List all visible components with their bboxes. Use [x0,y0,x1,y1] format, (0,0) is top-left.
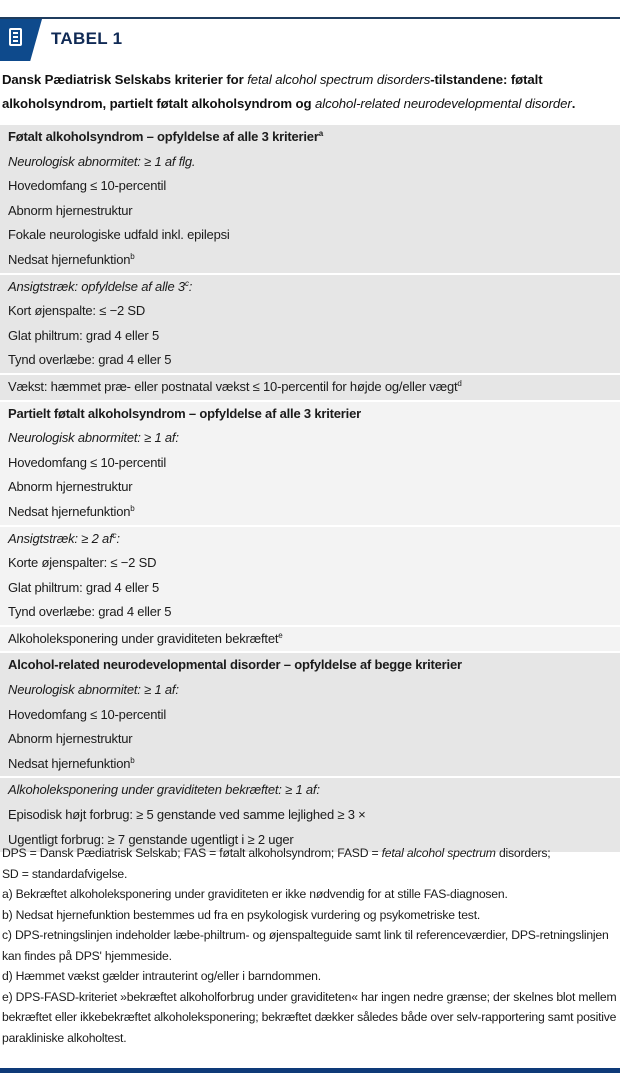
row-text: Kort øjenspalte: ≤ −2 SD [8,303,146,319]
row-group [0,627,620,654]
row-text: Abnorm hjernestruktur [8,731,133,747]
table-section [0,653,620,854]
row-group [0,402,620,527]
table-row [0,475,620,500]
footnotes [2,843,618,1048]
caption-italic: alcohol-related neurodevelopmental disorder [315,96,572,111]
row-text: Ugentligt forbrug: ≥ 7 genstande ugentligt i ≥ 2 uger [8,831,294,847]
table-row [0,551,620,576]
row-text: Alkoholeksponering under graviditeten bekræftet [8,630,279,646]
criterion-subheading-row [0,275,620,300]
row-text: Neurologisk abnormitet: ≥ 1 af: [8,682,179,698]
footnote-text: DPS = Dansk Pædiatrisk Selskab; FAS = føtalt alkoholsyndrom; FASD = [2,846,382,860]
table-row [0,451,620,476]
footnote-a: a) Bekræftet alkoholeksponering under graviditeten er ikke nødvendig for at stille FAS-diagnosen. [2,887,508,901]
row-group [0,275,620,375]
table-row [0,703,620,728]
row-text: Abnorm hjernestruktur [8,202,133,218]
row-text: Korte øjenspalter: ≤ −2 SD [8,555,157,571]
row-text: Tynd overlæbe: grad 4 eller 5 [8,604,172,620]
footnote-marker: b [130,503,135,513]
table-header [0,19,620,61]
bottom-rule [0,1068,620,1073]
row-text: Partielt føtalt alkoholsyndrom – opfyldelse af alle 3 kriterier [8,405,361,421]
table-row [0,174,620,199]
row-text: Alcohol-related neurodevelopmental disorder – opfyldelse af begge kriterier [8,657,462,673]
row-text: Ansigtstræk: opfyldelse af alle 3 [8,278,185,294]
row-group [0,527,620,627]
row-text: Abnorm hjernestruktur [8,479,133,495]
table-title: TABEL 1 [51,29,123,48]
row-text: Hovedomfang ≤ 10-percentil [8,178,167,194]
footnote-e: e) DPS-FASD-kriteriet »bekræftet alkoholforbrug under graviditeten« har ingen nedre grænse; der skelnes blot mellem bekræftet eller ikkebekræftet alkoholeksponering; bekræftet dækker således både over selv-rapportering samt positive parakliniske alkoholtest. [2,989,617,1045]
row-text: Tynd overlæbe: grad 4 eller 5 [8,352,172,368]
table-row [0,727,620,752]
row-text: Neurologisk abnormitet: ≥ 1 af: [8,430,179,446]
table-row [0,627,620,652]
footnote-marker: d [457,378,462,388]
table-row [0,576,620,601]
row-text: Føtalt alkoholsyndrom – opfyldelse af alle 3 kriterier [8,129,319,144]
section-heading-row [0,653,620,678]
footnote-d: d) Hæmmet vækst gælder intrauterint og/eller i barndommen. [2,969,321,983]
table-row [0,375,620,400]
table-section [0,402,620,654]
criterion-subheading-row [0,150,620,175]
row-text: Ansigtstræk: ≥ 2 af [8,530,113,546]
row-text: Nedsat hjernefunktion [8,251,131,267]
criteria-table [0,125,620,854]
footnote-marker: b [130,755,135,765]
footnote-marker: b [130,251,135,261]
section-heading-row [0,402,620,427]
footnote-marker: c [184,278,189,288]
criterion-subheading-row [0,527,620,552]
table-row [0,299,620,324]
criterion-subheading-row [0,778,620,803]
table-row [0,803,620,828]
table-row [0,223,620,248]
footnote-b: b) Nedsat hjernefunktion bestemmes ud fra en psykologisk vurdering og psykometriske test. [2,907,481,922]
table-row [0,600,620,625]
criterion-subheading-row [0,426,620,451]
row-text: Nedsat hjernefunktion [8,755,131,771]
table-row [0,324,620,349]
document-list-icon [9,28,22,46]
table-caption [2,68,618,116]
table-row [0,348,620,373]
row-text: Neurologisk abnormitet: ≥ 1 af flg. [8,153,196,169]
row-text: Alkoholeksponering under graviditeten bekræftet: ≥ 1 af: [8,782,320,798]
table-badge [0,19,42,61]
row-suffix: : [188,278,193,294]
footnote-sd: SD = standardafvigelse. [2,866,128,881]
row-group [0,653,620,778]
footnote-abbreviations [2,843,618,864]
table-row [0,500,620,525]
row-text: Hovedomfang ≤ 10-percentil [8,454,167,470]
caption-text: -tilstandene: føtalt alkoholsyndrom, partielt føtalt alkoholsyndrom og [2,72,543,111]
footnote-marker: a [318,129,323,138]
caption-italic: fetal alcohol spectrum disorders [247,72,431,87]
row-text: Glat philtrum: grad 4 eller 5 [8,579,159,595]
row-suffix: : [116,530,120,546]
footnote-c: c) DPS-retningslinjen indeholder læbe-philtrum- og øjenspalteguide samt link til referenceværdier, DPS-retningslinjen kan findes på DPS' hjemmeside. [2,928,609,963]
row-text: Glat philtrum: grad 4 eller 5 [8,327,159,343]
row-text: Vækst: hæmmet præ- eller postnatal vækst ≤ 10-percentil for højde og/eller vægt [8,378,458,394]
caption-text: Dansk Pædiatrisk Selskabs kriterier for [2,72,248,87]
section-heading-row [0,125,620,150]
table-row [0,248,620,273]
row-group [0,375,620,402]
table-row [0,199,620,224]
row-text: Episodisk højt forbrug: ≥ 5 genstande ved samme lejlighed ≥ 3 × [8,807,366,823]
footnote-text: disorders; [495,846,551,860]
table-row [0,752,620,777]
footnote-italic: fetal alcohol spectrum [381,846,496,860]
caption-text: . [571,96,576,111]
criterion-subheading-row [0,678,620,703]
row-text: Hovedomfang ≤ 10-percentil [8,706,167,722]
row-group [0,125,620,275]
footnote-marker: e [278,630,283,640]
footnote-marker: c [112,530,117,540]
row-text: Nedsat hjernefunktion [8,503,131,519]
table-section [0,125,620,402]
row-text: Fokale neurologiske udfald inkl. epilepsi [8,227,230,243]
